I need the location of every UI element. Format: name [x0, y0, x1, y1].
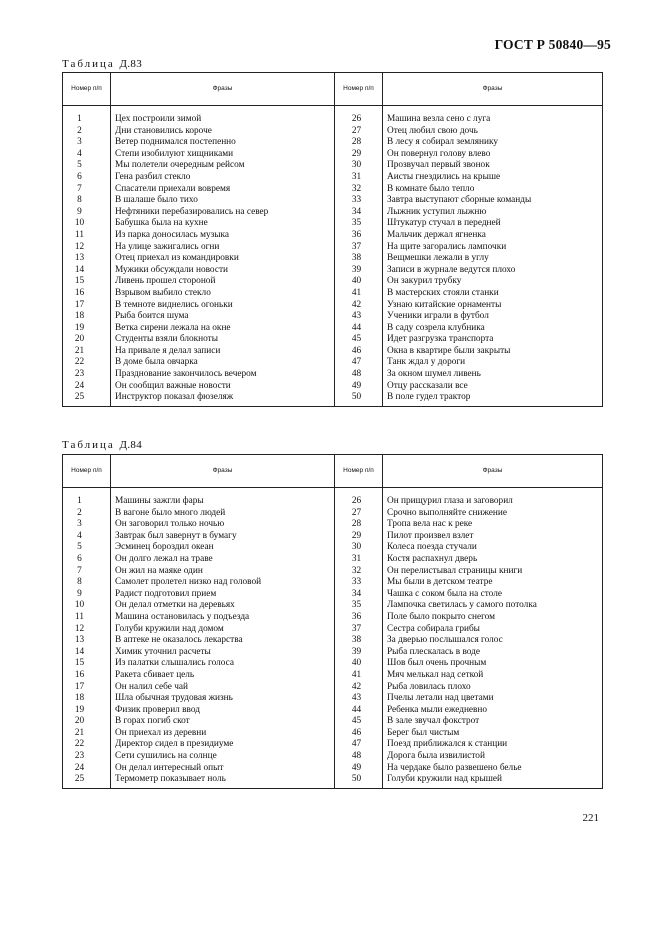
phrase-cell: Штукатур стучал в передней — [383, 218, 603, 230]
spacer-row — [63, 106, 603, 115]
table-row — [63, 369, 603, 381]
row-number: 13 — [63, 635, 111, 647]
phrase-cell: Голуби кружили над крышей — [383, 774, 603, 788]
phrase-cell: Он прищурил глаза и заговорил — [383, 496, 603, 508]
table-row — [63, 126, 603, 138]
row-number: 8 — [63, 195, 111, 207]
row-number: 15 — [63, 658, 111, 670]
table-row — [63, 195, 603, 207]
phrase-cell: Отцу рассказали все — [383, 381, 603, 393]
row-number: 9 — [63, 207, 111, 219]
phrase-cell: Он налил себе чай — [111, 682, 335, 694]
table-row — [63, 300, 603, 312]
row-number: 26 — [335, 496, 383, 508]
phrase-cell: На щите загорались лампочки — [383, 242, 603, 254]
spacer-cell — [383, 106, 603, 115]
table-row — [63, 531, 603, 543]
table-row — [63, 566, 603, 578]
row-number: 41 — [335, 670, 383, 682]
phrase-cell: Срочно выполняйте снижение — [383, 508, 603, 520]
row-number: 12 — [63, 242, 111, 254]
row-number: 1 — [63, 496, 111, 508]
table-row — [63, 149, 603, 161]
row-number: 8 — [63, 577, 111, 589]
phrase-cell: Он повернул голову влево — [383, 149, 603, 161]
phrase-cell: Он приехал из деревни — [111, 728, 335, 740]
phrase-cell: Химик уточнил расчеты — [111, 647, 335, 659]
phrase-cell: Он делал интересный опыт — [111, 763, 335, 775]
phrase-cell: Взрывом выбило стекло — [111, 288, 335, 300]
row-number: 32 — [335, 184, 383, 196]
table-row — [63, 682, 603, 694]
phrase-cell: Он перелистывал страницы книги — [383, 566, 603, 578]
table-row — [63, 346, 603, 358]
row-number: 2 — [63, 508, 111, 520]
row-number: 45 — [335, 716, 383, 728]
phrase-cell: Костя распахнул дверь — [383, 554, 603, 566]
row-number: 20 — [63, 334, 111, 346]
phrase-cell: Студенты взяли блокноты — [111, 334, 335, 346]
phrase-cell: Из палатки слышались голоса — [111, 658, 335, 670]
table-row — [63, 276, 603, 288]
row-number: 50 — [335, 774, 383, 788]
phrase-cell: Лампочка светилась у самого потолка — [383, 600, 603, 612]
header-number: Номер п/п — [63, 73, 111, 106]
phrase-cell: Он жил на маяке один — [111, 566, 335, 578]
table-caption-word: Таблица — [62, 439, 115, 451]
phrase-cell: Из парка доносилась музыка — [111, 230, 335, 242]
row-number: 37 — [335, 624, 383, 636]
phrase-cell: В аптеке не оказалось лекарства — [111, 635, 335, 647]
row-number: 47 — [335, 739, 383, 751]
row-number: 27 — [335, 126, 383, 138]
row-number: 48 — [335, 369, 383, 381]
phrase-cell: В шалаше было тихо — [111, 195, 335, 207]
phrase-cell: Окна в квартире были закрыты — [383, 346, 603, 358]
table-row — [63, 381, 603, 393]
table-row — [63, 184, 603, 196]
phrase-cell: В саду созрела клубника — [383, 323, 603, 335]
spacer-cell — [63, 488, 111, 497]
table-row — [63, 137, 603, 149]
row-number: 26 — [335, 114, 383, 126]
row-number: 11 — [63, 612, 111, 624]
table-row — [63, 160, 603, 172]
table-row — [63, 207, 603, 219]
phrase-cell: Мальчик держал ягненка — [383, 230, 603, 242]
phrase-cell: Мужики обсуждали новости — [111, 265, 335, 277]
table-row — [63, 218, 603, 230]
row-number: 15 — [63, 276, 111, 288]
row-number: 28 — [335, 137, 383, 149]
row-number: 23 — [63, 369, 111, 381]
phrase-cell: За дверью послышался голос — [383, 635, 603, 647]
phrase-cell: Рыба плескалась в воде — [383, 647, 603, 659]
phrase-cell: Физик проверил ввод — [111, 705, 335, 717]
header-number: Номер п/п — [335, 73, 383, 106]
phrase-cell: Отец любил свою дочь — [383, 126, 603, 138]
header-phrases: Фразы — [111, 73, 335, 106]
table-row — [63, 589, 603, 601]
phrase-cell: Завтра выступают сборные команды — [383, 195, 603, 207]
phrase-cell: В комнате было тепло — [383, 184, 603, 196]
phrase-cell: Ученики играли в футбол — [383, 311, 603, 323]
phrase-cell: Ветер поднимался постепенно — [111, 137, 335, 149]
row-number: 13 — [63, 253, 111, 265]
table-row — [63, 288, 603, 300]
phrase-cell: Шла обычная трудовая жизнь — [111, 693, 335, 705]
phrase-cell: В доме была овчарка — [111, 357, 335, 369]
spacer-cell — [383, 488, 603, 497]
table-d84-caption — [62, 439, 142, 451]
row-number: 42 — [335, 300, 383, 312]
row-number: 29 — [335, 531, 383, 543]
table-row — [63, 624, 603, 636]
phrase-cell: Машины зажгли фары — [111, 496, 335, 508]
page-number: 221 — [582, 812, 599, 824]
phrase-cell: Ракета сбивает цель — [111, 670, 335, 682]
phrase-cell: Дни становились короче — [111, 126, 335, 138]
phrase-cell: Бабушка была на кухне — [111, 218, 335, 230]
phrase-cell: Он долго лежал на траве — [111, 554, 335, 566]
row-number: 29 — [335, 149, 383, 161]
phrase-cell: Шов был очень прочным — [383, 658, 603, 670]
phrase-cell: Эсминец бороздил океан — [111, 542, 335, 554]
row-number: 40 — [335, 658, 383, 670]
phrase-cell: В лесу я собирал землянику — [383, 137, 603, 149]
row-number: 22 — [63, 739, 111, 751]
phrase-cell: Радист подготовил прием — [111, 589, 335, 601]
row-number: 36 — [335, 230, 383, 242]
row-number: 30 — [335, 160, 383, 172]
phrase-cell: В мастерских стояли станки — [383, 288, 603, 300]
row-number: 16 — [63, 670, 111, 682]
phrase-cell: Ветка сирени лежала на окне — [111, 323, 335, 335]
row-number: 23 — [63, 751, 111, 763]
row-number: 21 — [63, 728, 111, 740]
phrase-cell: Директор сидел в президиуме — [111, 739, 335, 751]
table-row — [63, 508, 603, 520]
table-row — [63, 658, 603, 670]
phrase-cell: Сети сушились на солнце — [111, 751, 335, 763]
row-number: 22 — [63, 357, 111, 369]
table-row — [63, 496, 603, 508]
table-row — [63, 542, 603, 554]
phrase-cell: На привале я делал записи — [111, 346, 335, 358]
table-row — [63, 774, 603, 788]
table-row — [63, 670, 603, 682]
phrase-cell: Поле было покрыто снегом — [383, 612, 603, 624]
phrase-cell: Чашка с соком была на столе — [383, 589, 603, 601]
table-row — [63, 612, 603, 624]
phrase-cell: Степи изобилуют хищниками — [111, 149, 335, 161]
phrase-cell: За окном шумел ливень — [383, 369, 603, 381]
phrase-cell: Ребенка мыли ежедневно — [383, 705, 603, 717]
row-number: 27 — [335, 508, 383, 520]
row-number: 7 — [63, 566, 111, 578]
row-number: 33 — [335, 577, 383, 589]
row-number: 1 — [63, 114, 111, 126]
row-number: 16 — [63, 288, 111, 300]
row-number: 30 — [335, 542, 383, 554]
table-row — [63, 705, 603, 717]
table-row — [63, 647, 603, 659]
table-row — [63, 728, 603, 740]
spacer-row — [63, 488, 603, 497]
phrase-cell: Празднование закончилось вечером — [111, 369, 335, 381]
phrase-cell: Дорога была извилистой — [383, 751, 603, 763]
phrase-cell: Он закурил трубку — [383, 276, 603, 288]
phrase-cell: Берег был чистым — [383, 728, 603, 740]
phrase-cell: Отец приехал из командировки — [111, 253, 335, 265]
spacer-cell — [63, 106, 111, 115]
row-number: 20 — [63, 716, 111, 728]
row-number: 44 — [335, 323, 383, 335]
table-body — [63, 106, 603, 407]
row-number: 3 — [63, 137, 111, 149]
row-number: 35 — [335, 600, 383, 612]
row-number: 41 — [335, 288, 383, 300]
row-number: 4 — [63, 149, 111, 161]
phrase-cell: В поле гудел трактор — [383, 392, 603, 406]
phrase-cell: Пчелы летали над цветами — [383, 693, 603, 705]
phrase-cell: В темноте виднелись огоньки — [111, 300, 335, 312]
row-number: 43 — [335, 693, 383, 705]
phrase-cell: Он сообщил важные новости — [111, 381, 335, 393]
table-row — [63, 357, 603, 369]
phrase-cell: Танк ждал у дороги — [383, 357, 603, 369]
standard-code: ГОСТ Р 50840—95 — [494, 37, 611, 52]
phrase-cell: Рыба боится шума — [111, 311, 335, 323]
phrase-cell: Записи в журнале ведутся плохо — [383, 265, 603, 277]
row-number: 31 — [335, 554, 383, 566]
row-number: 47 — [335, 357, 383, 369]
phrase-cell: Вещмешки лежали в углу — [383, 253, 603, 265]
row-number: 32 — [335, 566, 383, 578]
table-row — [63, 114, 603, 126]
row-number: 18 — [63, 693, 111, 705]
table-row — [63, 716, 603, 728]
table-row — [63, 311, 603, 323]
spacer-cell — [335, 488, 383, 497]
row-number: 31 — [335, 172, 383, 184]
row-number: 17 — [63, 682, 111, 694]
row-number: 21 — [63, 346, 111, 358]
row-number: 44 — [335, 705, 383, 717]
table-row — [63, 763, 603, 775]
row-number: 28 — [335, 519, 383, 531]
table-row — [63, 554, 603, 566]
phrase-cell: Завтрак был завернут в бумагу — [111, 531, 335, 543]
row-number: 5 — [63, 542, 111, 554]
row-number: 6 — [63, 554, 111, 566]
header-number: Номер п/п — [335, 455, 383, 488]
phrase-cell: Он делал отметки на деревьях — [111, 600, 335, 612]
row-number: 48 — [335, 751, 383, 763]
table-row — [63, 519, 603, 531]
table-row — [63, 600, 603, 612]
row-number: 4 — [63, 531, 111, 543]
table-row — [63, 172, 603, 184]
table-row — [63, 693, 603, 705]
row-number: 34 — [335, 589, 383, 601]
row-number: 40 — [335, 276, 383, 288]
row-number: 34 — [335, 207, 383, 219]
phrase-cell: Прозвучал первый звонок — [383, 160, 603, 172]
table-caption-word: Таблица — [62, 58, 115, 70]
table-row — [63, 265, 603, 277]
row-number: 36 — [335, 612, 383, 624]
phrase-cell: В горах погиб скот — [111, 716, 335, 728]
table-row — [63, 392, 603, 406]
phrase-cell: Поезд приближался к станции — [383, 739, 603, 751]
row-number: 46 — [335, 346, 383, 358]
row-number: 7 — [63, 184, 111, 196]
table-row — [63, 230, 603, 242]
row-number: 14 — [63, 647, 111, 659]
table-row — [63, 242, 603, 254]
row-number: 37 — [335, 242, 383, 254]
row-number: 12 — [63, 624, 111, 636]
phrase-cell: Самолет пролетел низко над головой — [111, 577, 335, 589]
phrase-cell: Гена разбил стекло — [111, 172, 335, 184]
phrase-cell: Мы полетели очередным рейсом — [111, 160, 335, 172]
row-number: 49 — [335, 381, 383, 393]
table-row — [63, 334, 603, 346]
row-number: 14 — [63, 265, 111, 277]
row-number: 18 — [63, 311, 111, 323]
table-row — [63, 253, 603, 265]
phrase-cell: В вагоне было много людей — [111, 508, 335, 520]
row-number: 9 — [63, 589, 111, 601]
phrase-cell: На чердаке было развешено белье — [383, 763, 603, 775]
phrase-cell: Колеса поезда стучали — [383, 542, 603, 554]
row-number: 46 — [335, 728, 383, 740]
table-d83-caption — [62, 58, 142, 70]
phrase-cell: Спасатели приехали вовремя — [111, 184, 335, 196]
phrase-cell: Аисты гнездились на крыше — [383, 172, 603, 184]
phrase-cell: Термометр показывает ноль — [111, 774, 335, 788]
phrase-cell: Он заговорил только ночью — [111, 519, 335, 531]
row-number: 24 — [63, 381, 111, 393]
header-number: Номер п/п — [63, 455, 111, 488]
row-number: 6 — [63, 172, 111, 184]
phrase-cell: Мяч мелькал над сеткой — [383, 670, 603, 682]
row-number: 17 — [63, 300, 111, 312]
phrase-cell: Голуби кружили над домом — [111, 624, 335, 636]
table-row — [63, 635, 603, 647]
row-number: 38 — [335, 253, 383, 265]
phrase-cell: Узнаю китайские орнаменты — [383, 300, 603, 312]
phrase-cell: Цех построили зимой — [111, 114, 335, 126]
phrase-cell: Машина везла сено с луга — [383, 114, 603, 126]
row-number: 24 — [63, 763, 111, 775]
phrase-cell: На улице зажигались огни — [111, 242, 335, 254]
phrase-cell: Нефтяники перебазировались на север — [111, 207, 335, 219]
phrase-cell: Тропа вела нас к реке — [383, 519, 603, 531]
phrase-cell: Рыба ловилась плохо — [383, 682, 603, 694]
row-number: 19 — [63, 323, 111, 335]
row-number: 10 — [63, 600, 111, 612]
row-number: 3 — [63, 519, 111, 531]
phrase-cell: Мы были в детском театре — [383, 577, 603, 589]
row-number: 19 — [63, 705, 111, 717]
row-number: 10 — [63, 218, 111, 230]
row-number: 2 — [63, 126, 111, 138]
row-number: 43 — [335, 311, 383, 323]
spacer-cell — [111, 106, 335, 115]
row-number: 39 — [335, 265, 383, 277]
row-number: 25 — [63, 774, 111, 788]
phrase-cell: Лыжник уступил лыжню — [383, 207, 603, 219]
phrase-cell: Инструктор показал фюзеляж — [111, 392, 335, 406]
table-body — [63, 488, 603, 789]
row-number: 45 — [335, 334, 383, 346]
table-d83 — [62, 72, 603, 407]
table-caption-number: Д.84 — [119, 439, 143, 451]
phrase-cell: Сестра собирала грибы — [383, 624, 603, 636]
header-phrases: Фразы — [111, 455, 335, 488]
header-phrases: Фразы — [383, 73, 603, 106]
table-caption-number: Д.83 — [119, 58, 143, 70]
row-number: 5 — [63, 160, 111, 172]
row-number: 49 — [335, 763, 383, 775]
table-row — [63, 323, 603, 335]
row-number: 38 — [335, 635, 383, 647]
phrase-cell: Идет разгрузка транспорта — [383, 334, 603, 346]
table-row — [63, 751, 603, 763]
row-number: 33 — [335, 195, 383, 207]
phrase-cell: В зале звучал фокстрот — [383, 716, 603, 728]
header-phrases: Фразы — [383, 455, 603, 488]
table-d84 — [62, 454, 603, 789]
table-row — [63, 739, 603, 751]
phrase-cell: Пилот произвел взлет — [383, 531, 603, 543]
row-number: 35 — [335, 218, 383, 230]
phrase-cell: Машина остановилась у подъезда — [111, 612, 335, 624]
row-number: 11 — [63, 230, 111, 242]
table-row — [63, 577, 603, 589]
spacer-cell — [335, 106, 383, 115]
row-number: 25 — [63, 392, 111, 406]
phrase-cell: Ливень прошел стороной — [111, 276, 335, 288]
row-number: 50 — [335, 392, 383, 406]
spacer-cell — [111, 488, 335, 497]
row-number: 39 — [335, 647, 383, 659]
row-number: 42 — [335, 682, 383, 694]
